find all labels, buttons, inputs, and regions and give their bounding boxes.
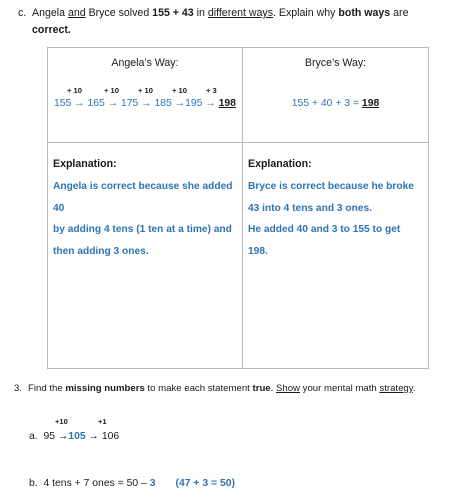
- question-3-text-4: your mental math: [299, 383, 380, 394]
- angela-explanation-line: by adding 4 tens (1 ten at a time) and: [53, 224, 232, 235]
- qb-missing-number: 3: [149, 478, 156, 489]
- qa-step: +10: [55, 417, 68, 426]
- question-c-text-4: . Explain why: [273, 7, 339, 19]
- question-3-text-1: Find the: [28, 383, 66, 394]
- question-3-show: Show: [275, 383, 300, 394]
- question-3-missing: missing numbers: [65, 383, 145, 394]
- qb-label: b.: [29, 478, 38, 489]
- bryce-way-cell: [243, 48, 429, 143]
- angela-explanation-line: Angela is correct because she added 40: [53, 181, 233, 214]
- bryce-equation-text: 155 + 40 + 3 =: [291, 98, 362, 109]
- question-c-text-5: are: [390, 7, 409, 19]
- angela-step: + 10: [104, 86, 119, 95]
- question-3-text-2: to make each statement: [144, 383, 253, 394]
- qa-step: +1: [98, 417, 107, 426]
- bryce-way-title: Bryce’s Way:: [304, 57, 367, 69]
- question-c-text-2: Bryce solved: [85, 7, 153, 19]
- bryce-explanation-cell: [243, 143, 429, 369]
- qa-start: 95: [43, 431, 58, 442]
- question-c-and: and: [67, 7, 86, 19]
- question-3-text-5: .: [412, 383, 416, 394]
- angela-explanation-title: Explanation:: [53, 158, 117, 170]
- qa-end: 106: [101, 431, 120, 442]
- bryce-explanation-line: Bryce is correct because he broke: [248, 181, 414, 192]
- angela-step: + 10: [67, 86, 82, 95]
- question-3-number: 3.: [14, 383, 23, 394]
- angela-step: + 10: [172, 86, 187, 95]
- question-c-text-3: in: [193, 7, 208, 19]
- question-3-true: true: [252, 383, 271, 394]
- qa-arrow: →: [57, 431, 69, 442]
- bryce-explanation-line: He added 40 and 3 to 155 to get: [248, 224, 401, 235]
- bryce-explanation-line: 43 into 4 tens and 3 ones.: [248, 202, 372, 214]
- question-c: [18, 5, 438, 39]
- question-c-expression: 155 + 43: [152, 7, 194, 19]
- bryce-explanation-title: Explanation:: [248, 158, 312, 170]
- question-c-label: c.: [18, 7, 27, 19]
- comparison-table: [47, 47, 429, 369]
- question-3b: [29, 478, 235, 489]
- angela-step: + 3: [206, 86, 217, 95]
- question-3-text-3: .: [270, 383, 276, 394]
- question-3-strategy: strategy: [379, 383, 413, 394]
- qb-text: 4 tens + 7 ones = 50 –: [43, 478, 150, 489]
- qa-label: a.: [29, 431, 38, 442]
- angela-explanation: [53, 176, 237, 262]
- bryce-answer: 198: [361, 98, 380, 109]
- question-3a: [29, 431, 119, 442]
- angela-answer: 198: [218, 98, 236, 109]
- angela-way-title: Angela’s Way:: [111, 57, 179, 69]
- question-3: [14, 383, 416, 394]
- angela-explanation-line: then adding 3 ones.: [53, 245, 149, 257]
- qa-missing-number: 105: [68, 431, 86, 442]
- angela-step: + 10: [138, 86, 153, 95]
- bryce-equation: [243, 98, 428, 109]
- angela-way-cell: [48, 48, 243, 143]
- question-c-text-1: Angela: [32, 7, 68, 19]
- angela-explanation-cell: [48, 143, 243, 369]
- bryce-explanation: [248, 176, 423, 262]
- bryce-explanation-line: 198.: [248, 245, 268, 257]
- question-c-correct: correct.: [32, 24, 71, 36]
- angela-chain: [54, 98, 236, 109]
- question-c-both-ways: both ways: [338, 7, 391, 19]
- qb-check: (47 + 3 = 50): [175, 478, 236, 489]
- angela-chain-numbers: 155 → 165 → 175 → 185 →195 →: [54, 98, 219, 109]
- qa-arrow: →: [85, 431, 102, 442]
- question-c-different-ways: different ways: [207, 7, 274, 19]
